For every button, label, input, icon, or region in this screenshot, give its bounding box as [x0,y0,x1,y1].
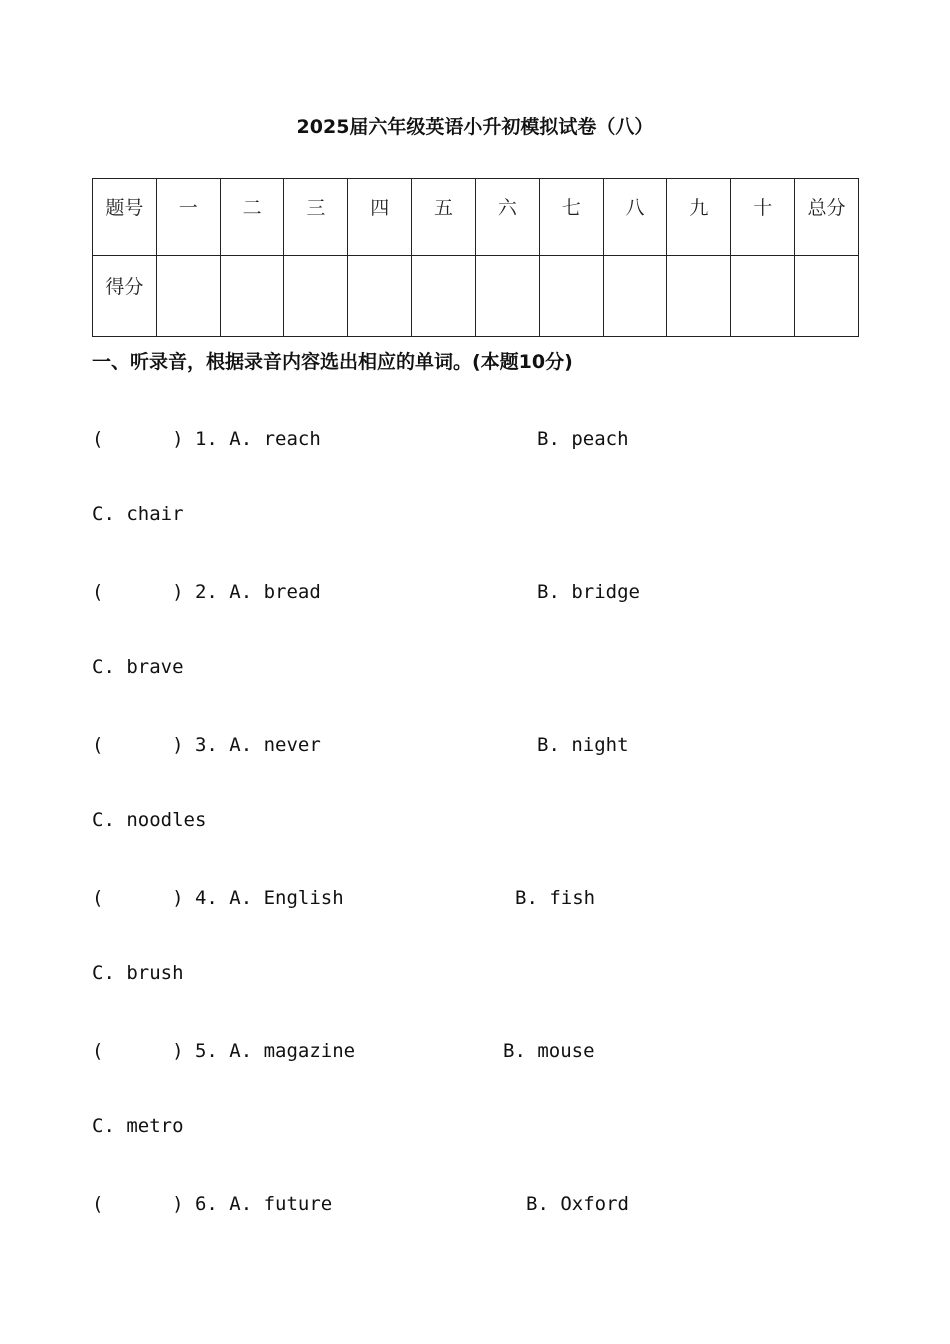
score-cell[interactable] [539,256,603,337]
question-4-option-b: B. fish [515,887,596,909]
score-cell[interactable] [284,256,348,337]
score-cell[interactable] [220,256,284,337]
question-3-line: ( ) 3. A. never [92,734,321,756]
question-5-line: ( ) 5. A. magazine [92,1040,356,1062]
question-2-line: ( ) 2. A. bread [92,581,321,603]
score-cell[interactable] [731,256,795,337]
score-cell[interactable] [795,256,859,337]
score-table-header-row [93,179,859,256]
question-6-line: ( ) 6. A. future [92,1193,333,1215]
question-1-line: ( ) 1. A. reach [92,428,321,450]
question-4-option-c: C. brush [92,962,184,984]
header-cell: 八 [603,179,667,256]
question-2-option-c: C. brave [92,656,184,678]
question-5-option-b: B. mouse [503,1040,595,1062]
score-cell[interactable] [475,256,539,337]
question-6-option-b: B. Oxford [526,1193,629,1215]
score-table-score-row [93,256,859,337]
question-1-option-b: B. peach [537,428,629,450]
question-1-option-c: C. chair [92,503,184,525]
question-2-option-b: B. bridge [537,581,640,603]
question-4-line: ( ) 4. A. English [92,887,344,909]
score-cell[interactable] [156,256,220,337]
header-cell: 一 [156,179,220,256]
section-1-heading: 一、听录音，根据录音内容选出相应的单词。(本题10分) [92,351,573,373]
header-cell: 六 [475,179,539,256]
score-cell[interactable] [348,256,412,337]
header-cell: 九 [667,179,731,256]
question-3-option-b: B. night [537,734,629,756]
question-5-option-c: C. metro [92,1115,184,1137]
header-cell: 十 [731,179,795,256]
header-cell: 二 [220,179,284,256]
header-cell: 总分 [795,179,859,256]
header-cell: 题号 [93,179,157,256]
header-cell: 四 [348,179,412,256]
header-cell: 三 [284,179,348,256]
score-table [92,178,859,337]
score-cell[interactable] [667,256,731,337]
score-row-label: 得分 [93,256,157,337]
header-cell: 七 [539,179,603,256]
score-cell[interactable] [412,256,476,337]
question-3-option-c: C. noodles [92,809,207,831]
header-cell: 五 [412,179,476,256]
page-title: 2025届六年级英语小升初模拟试卷（八） [296,116,654,138]
score-cell[interactable] [603,256,667,337]
